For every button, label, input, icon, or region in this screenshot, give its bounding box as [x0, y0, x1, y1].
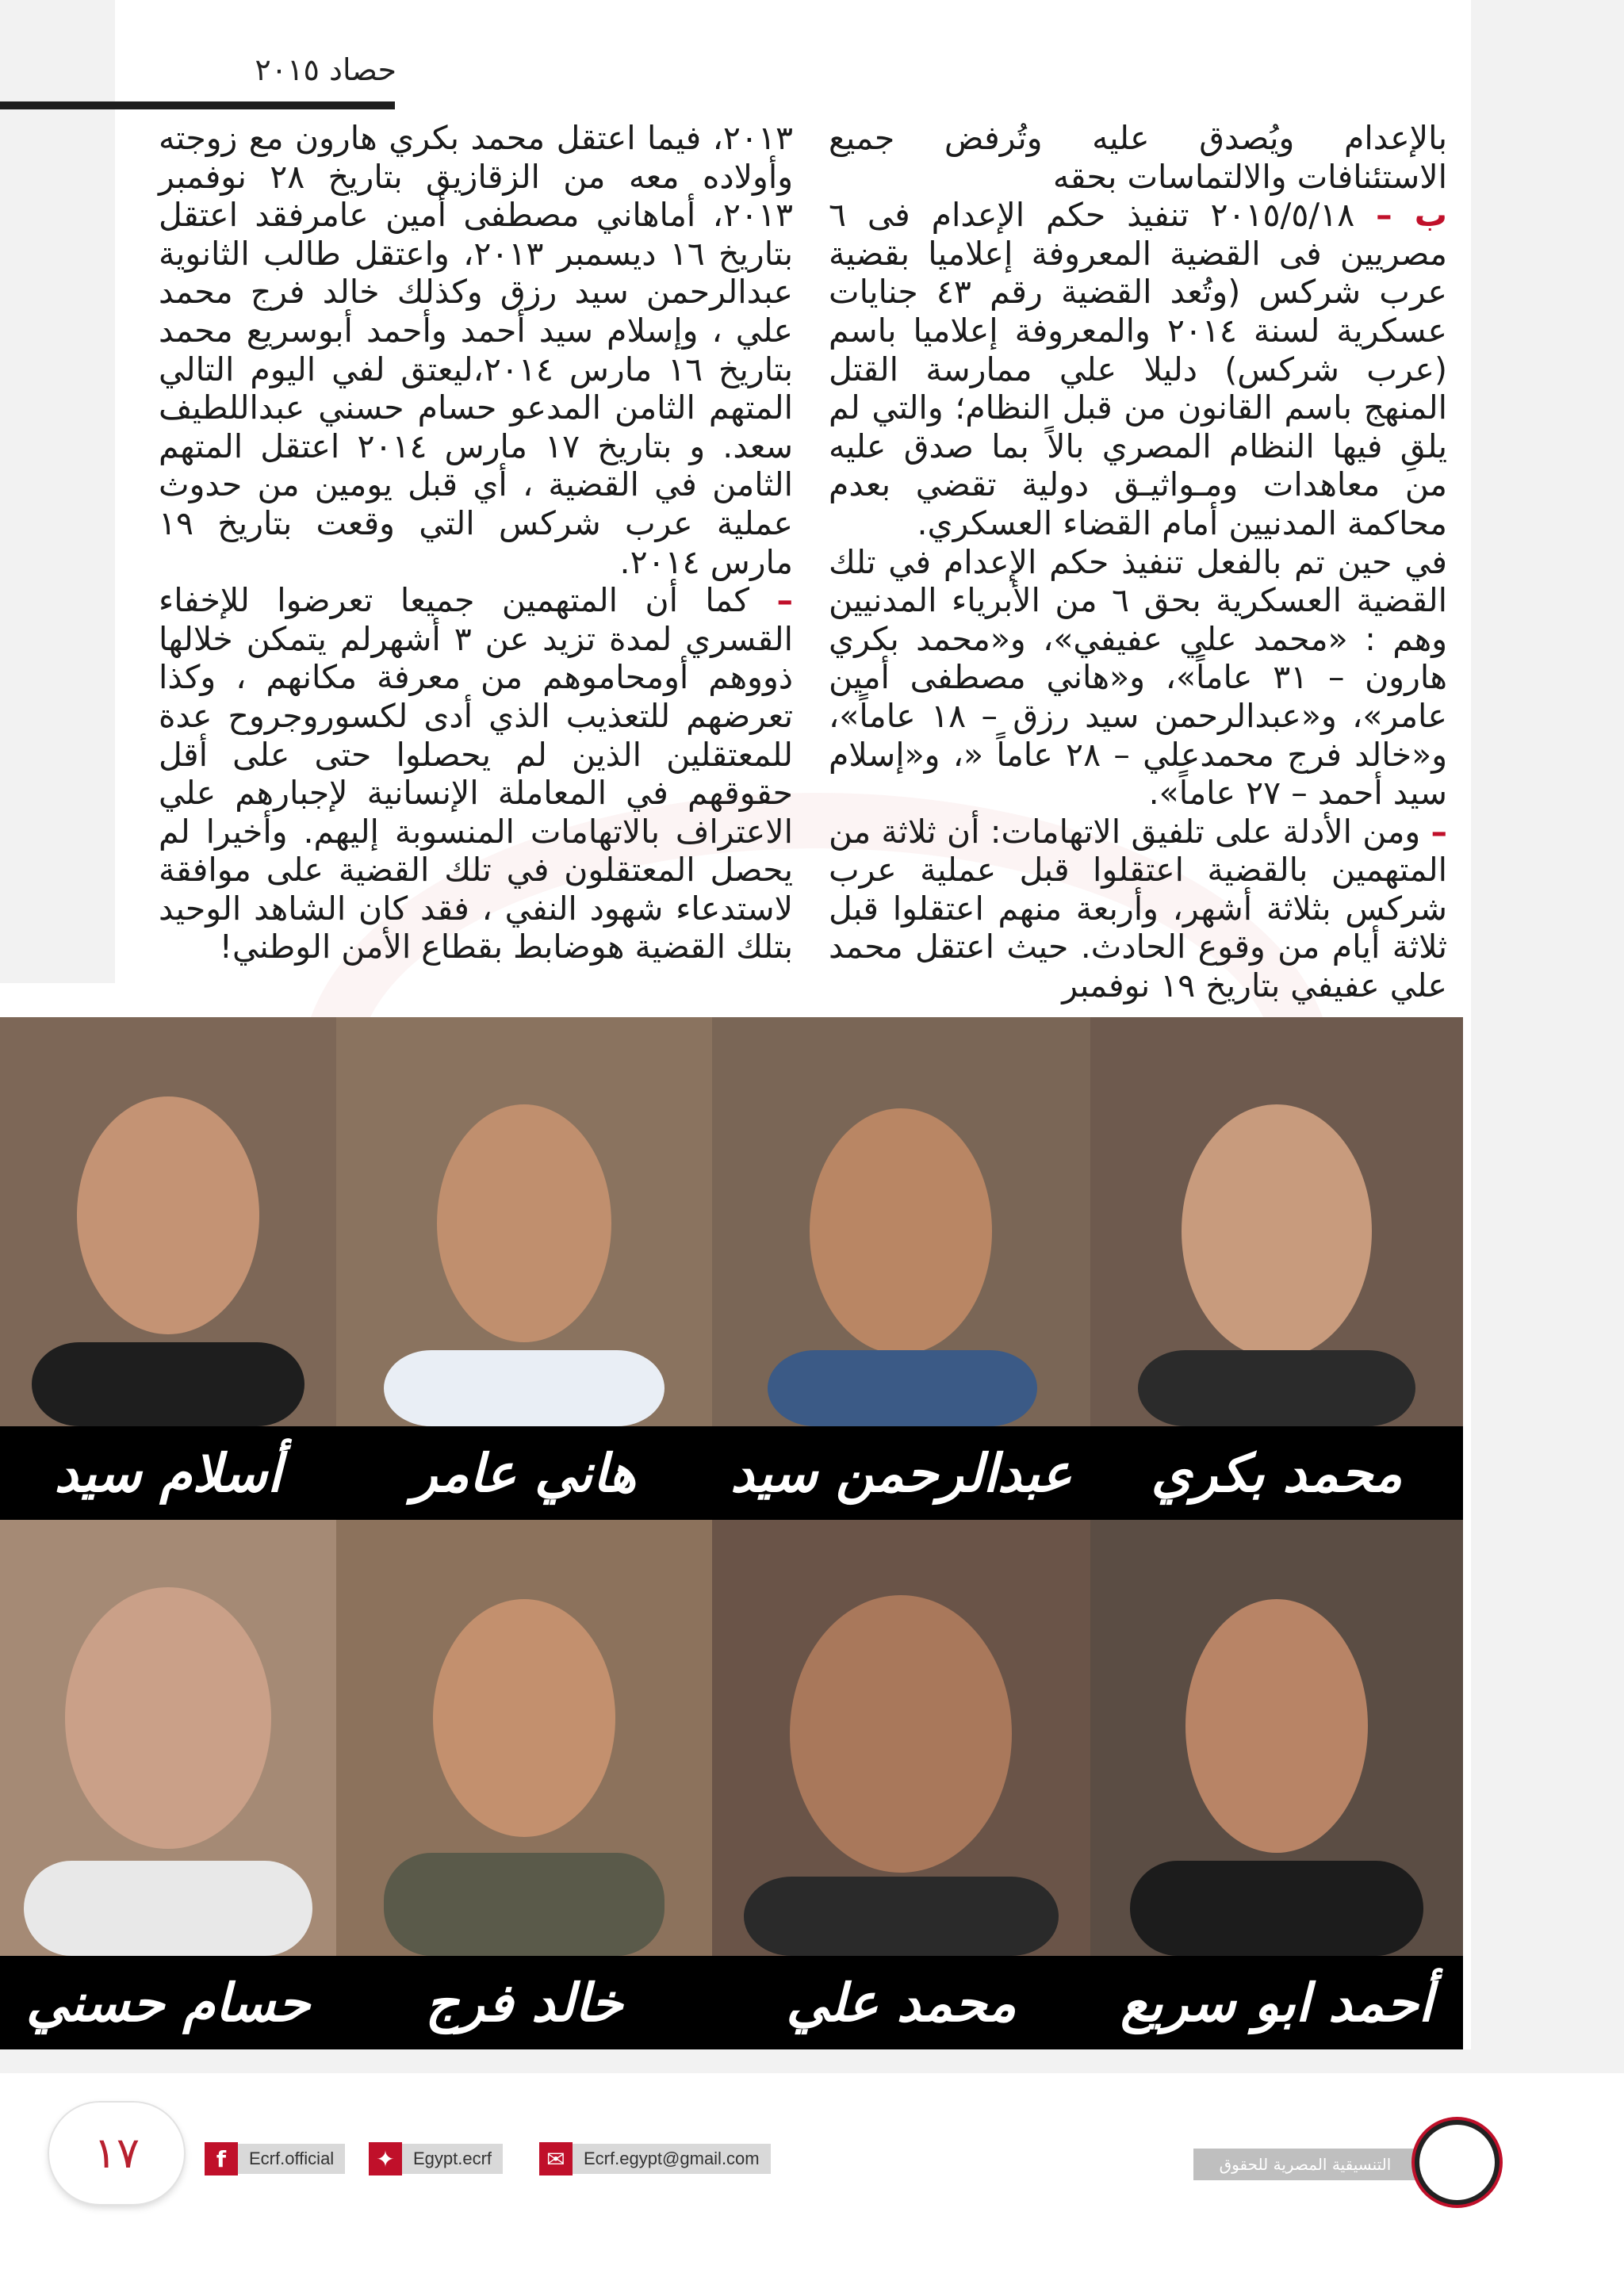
footer-area — [0, 2073, 1624, 2296]
shoulders-shape — [384, 1853, 665, 1956]
portrait-caption: حسام حسني — [25, 1972, 311, 2034]
shoulders-shape — [384, 1350, 665, 1426]
portrait-caption: أحمد ابو سريع — [1120, 1972, 1433, 2034]
paragraph-text: ٢٠١٥/٥/١٨ تنفيذ حكم الإعدام فى ٦ مصريين فى القضية المعروفة إعلاميا بقضية عرب شركس (وتُعد القضية رقم ٤٣ جنايات عسكرية لسنة ٢٠١٤ والمعروفة إعلاميا باسم (عرب شركس) دليلا علي ممارسة القتل المنهج باسم القانون من قبل النظام؛ والتي لم يلقِ فيها النظام المصري بالاً بما صدق عليه من معاهدات ومـواثيـق دولية تقضي بعدم محاكمة المدنيين أمام القضاء العسكري. — [829, 196, 1447, 542]
twitter-handle: Egypt.ecrf — [402, 2144, 503, 2174]
portrait-caption-row — [0, 1956, 1463, 2049]
paragraph — [829, 119, 1447, 196]
header-rule — [0, 101, 395, 109]
portrait-photo — [1090, 1017, 1463, 1426]
portrait-caption: هاني عامر — [412, 1442, 637, 1504]
email-address: Ecrf.egypt@gmail.com — [573, 2144, 771, 2174]
face-shape — [1182, 1104, 1372, 1358]
portrait-photo — [712, 1017, 1090, 1426]
paragraph — [829, 196, 1447, 542]
text-column-left — [159, 119, 793, 966]
portrait-caption: عبدالرحمن سيد — [730, 1442, 1072, 1504]
shoulders-shape — [1138, 1350, 1415, 1426]
shoulders-shape — [1130, 1861, 1423, 1956]
face-shape — [1185, 1599, 1368, 1853]
portrait-photo — [0, 1520, 336, 1956]
portrait-image — [1090, 1017, 1463, 1426]
organization-logo-icon — [1419, 2125, 1495, 2200]
paragraph-marker: – — [1431, 812, 1447, 851]
page-number: ١٧ — [93, 2128, 140, 2178]
paragraph — [829, 813, 1447, 1005]
portrait-caption: محمد بكري — [1151, 1442, 1403, 1504]
text-column-right — [829, 119, 1447, 1005]
portrait-caption: خالد فرج — [425, 1972, 623, 2034]
left-margin-band — [0, 0, 115, 983]
portrait-photo — [336, 1520, 712, 1956]
email-link[interactable] — [539, 2142, 771, 2175]
paragraph — [829, 543, 1447, 813]
shoulders-shape — [32, 1342, 304, 1426]
face-shape — [77, 1096, 259, 1334]
paragraph-marker: ب – — [1376, 196, 1447, 235]
paragraph — [159, 119, 793, 581]
twitter-icon: ✦ — [369, 2142, 402, 2175]
portrait-grid — [0, 1017, 1463, 2049]
portrait-photo — [1090, 1520, 1463, 1956]
paragraph-text: بالإعدام ويُصدق عليه وتُرفض جميع الاستئنافات والالتماسات بحقه — [829, 119, 1447, 196]
portrait-caption: محمد علي — [786, 1972, 1017, 2034]
face-shape — [810, 1108, 992, 1354]
face-shape — [433, 1599, 615, 1837]
twitter-link[interactable] — [369, 2142, 503, 2175]
facebook-handle: Ecrf.official — [238, 2144, 345, 2174]
portrait-image — [1090, 1520, 1463, 1956]
paragraph-text: في حين تم بالفعل تنفيذ حكم الإعدام في تلك القضية العسكرية بحق ٦ من الأبرياء المدنيين وهم : «محمد علي عفيفي»، و«محمد بكري هارون – ٣١ عاماً»، و«هاني مصطفى أمين عامر»، و«عبدالرحمن سيد رزق – ١٨ عاماً»، و«خالد فرج محمدعلي – ٢٨ عاماً «، و«إسلام سيد أحمد – ٢٧ عاماً». — [829, 542, 1447, 813]
portrait-image — [336, 1017, 712, 1426]
paragraph-text: كما أن المتهمين جميعا تعرضوا للإخفاء القسري لمدة تزيد عن ٣ أشهرلم يتمكن خلالها ذووهم أومحاموهم من معرفة مكانهم ، وكذا تعرضهم للتعذيب الذي أدى لكسوروجروح عدة للمعتقلين الذين لم يحصلوا حتى على أقل حقوقهم في المعاملة الإنسانية لإجبارهم علي الاعتراف بالاتهامات المنسوبة إليهم. وأخيرا لم يحصل المعتقلون في تلك القضية على موافقة لاستدعاء شهود النفي ، فقد كان الشاهد الوحيد بتلك القضية هوضابط بقطاع الأمن الوطني! — [159, 581, 793, 966]
paragraph-text: ومن الأدلة على تلفيق الاتهامات: أن ثلاثة من المتهمين بالقضية اعتقلوا قبل عملية عرب شركس بثلاثة أشهر، وأربعة منهم اعتقلوا قبل ثلاثة أيام من وقوع الحادث. حيث اعتقل محمد علي عفيفي بتاريخ ١٩ نوفمبر — [829, 812, 1447, 1005]
portrait-image — [0, 1520, 336, 1956]
page-number-badge — [49, 2103, 184, 2204]
paragraph-marker: – — [776, 581, 793, 620]
portrait-image — [712, 1520, 1090, 1956]
portrait-image — [0, 1017, 336, 1426]
face-shape — [437, 1104, 611, 1342]
face-shape — [790, 1595, 1012, 1873]
shoulders-shape — [24, 1861, 312, 1956]
header-title: حصاد ٢٠١٥ — [255, 52, 396, 87]
facebook-icon: f — [205, 2142, 238, 2175]
portrait-photo — [0, 1017, 336, 1426]
portrait-photo — [712, 1520, 1090, 1956]
shoulders-shape — [744, 1877, 1059, 1956]
photo-bottom-band — [0, 2049, 1624, 2073]
organization-name: التنسيقية المصرية للحقوق والحريات — [1193, 2149, 1417, 2180]
shoulders-shape — [768, 1350, 1037, 1426]
facebook-link[interactable] — [205, 2142, 345, 2175]
right-margin-band — [1471, 0, 1624, 2296]
portrait-photo — [336, 1017, 712, 1426]
portrait-caption: أسلام سيد — [54, 1442, 282, 1504]
portrait-caption-row — [0, 1426, 1463, 1520]
portrait-image — [712, 1017, 1090, 1426]
portrait-image — [336, 1520, 712, 1956]
paragraph — [159, 581, 793, 966]
face-shape — [65, 1587, 271, 1849]
paragraph-text: ٢٠١٣، فيما اعتقل محمد بكري هارون مع زوجته وأولاده معه من الزقازيق بتاريخ ٢٨ نوفمبر ٢٠١٣، أماهاني مصطفى أمين عامرفقد اعتقل بتاريخ ١٦ ديسمبر ٢٠١٣، واعتقل طالب الثانوية عبدالرحمن سيد رزق وكذلك خالد فرج محمد علي ، وإسلام سيد أحمد وأحمد أبوسريع محمد بتاريخ ١٦ مارس ٢٠١٤،ليعتق لفي اليوم التالي المتهم الثامن المدعو حسام حسني عبداللطيف سعد. و بتاريخ ١٧ مارس ٢٠١٤ اعتقل المتهم الثامن في القضية ، أي قبل يومين من حدوث عملية عرب شركس التي وقعت بتاريخ ١٩ مارس ٢٠١٤. — [159, 119, 794, 581]
email-icon: ✉ — [539, 2142, 573, 2175]
